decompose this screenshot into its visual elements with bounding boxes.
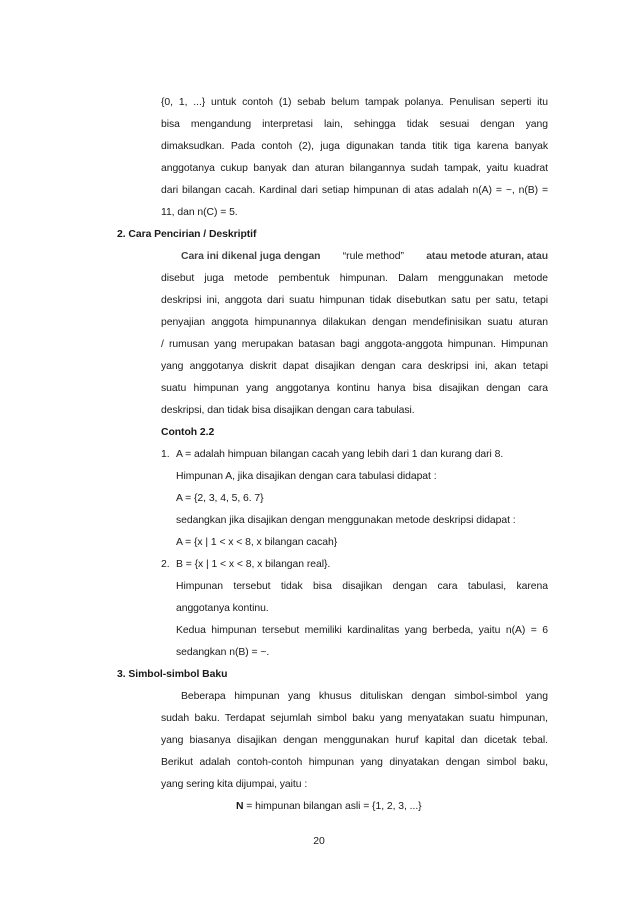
intro-gray-text: Cara ini dikenal juga dengan <box>181 251 321 262</box>
paragraph-line: dimaksudkan. Pada contoh (2), juga digunakan tanda titik tiga karena banyak <box>161 141 548 152</box>
page-number: 20 <box>313 836 325 847</box>
list-item-line: A = adalah himpuan bilangan cacah yang lebih dari 1 dan kurang dari 8. <box>176 449 504 460</box>
paragraph-line: penyajian anggota himpunannya dilakukan dengan mendefinisikan suatu aturan <box>161 317 548 328</box>
paragraph-line: dari bilangan cacah. Kardinal dari setiap himpunan di atas adalah n(A) = ~, n(B) = <box>161 185 548 196</box>
intro-line <box>181 250 548 263</box>
paragraph-line: 11, dan n(C) = 5. <box>161 207 238 218</box>
paragraph-line: yang anggotanya diskrit dapat disajikan dengan cara deskripsi ini, akan tetapi <box>161 361 548 372</box>
paragraph-line: sudah baku. Terdapat sejumlah simbol baku yang menyatakan suatu himpunan, <box>161 713 548 724</box>
list-item-number: 1. <box>161 449 170 460</box>
symbol-n: N <box>236 801 244 812</box>
paragraph-line: deskripsi, dan tidak bisa disajikan dengan cara tabulasi. <box>161 405 415 416</box>
paragraph-line: Beberapa himpunan yang khusus dituliskan dengan simbol-simbol yang <box>181 691 548 702</box>
list-item-line: anggotanya kontinu. <box>176 603 269 614</box>
list-item-line: A = {2, 3, 4, 5, 6. 7} <box>176 493 264 504</box>
paragraph-line: {0, 1, ...} untuk contoh (1) sebab belum tampak polanya. Penulisan seperti itu <box>161 97 548 108</box>
paragraph-line: deskripsi ini, anggota dari suatu himpunan tidak disebutkan satu per satu, tetapi <box>161 295 548 306</box>
list-item-line: A = {x | 1 < x < 8, x bilangan cacah} <box>176 537 338 548</box>
paragraph-line: yang biasanya disajikan dengan menggunakan huruf kapital dan dicetak tebal. <box>161 735 548 746</box>
section-heading: 3. Simbol-simbol Baku <box>117 669 228 680</box>
list-item-line: Himpunan A, jika disajikan dengan cara tabulasi didapat : <box>176 471 437 482</box>
paragraph-line: anggotanya cukup banyak dan aturan bilangannya sudah tampak, yaitu kuadrat <box>161 163 548 174</box>
list-item-line: B = {x | 1 < x < 8, x bilangan real}. <box>176 559 331 570</box>
paragraph-line: suatu himpunan yang anggotanya kontinu hanya bisa disajikan dengan cara <box>161 383 548 394</box>
paragraph-line: Berikut adalah contoh-contoh himpunan yang dinyatakan dengan simbol baku, <box>161 757 548 768</box>
paragraph-line: yang sering kita dijumpai, yaitu : <box>161 779 308 790</box>
list-item-line: Kedua himpunan tersebut memiliki kardinalitas yang berbeda, yaitu n(A) = 6 <box>176 625 548 636</box>
list-item-line: sedangkan n(B) = ~. <box>176 647 270 658</box>
symbol-definition <box>236 800 422 813</box>
paragraph-line: / rumusan yang merupakan batasan bagi anggota-anggota himpunan. Himpunan <box>161 339 548 350</box>
paragraph-line: disebut juga metode pembentuk himpunan. Dalam menggunakan metode <box>161 273 548 284</box>
section-heading: 2. Cara Pencirian / Deskriptif <box>117 229 257 240</box>
intro-gray-tail-text: atau metode aturan, atau <box>426 251 548 262</box>
list-item-line: sedangkan jika disajikan dengan menggunakan metode deskripsi didapat : <box>176 515 516 526</box>
intro-quote-text: “rule method” <box>342 251 404 262</box>
symbol-n-definition: = himpunan bilangan asli = {1, 2, 3, ...} <box>243 801 422 812</box>
example-heading: Contoh 2.2 <box>161 427 215 438</box>
paragraph-line: bisa mengandung interpretasi lain, sehingga tidak sesuai dengan yang <box>161 119 548 130</box>
list-item-number: 2. <box>161 559 170 570</box>
list-item-line: Himpunan tersebut tidak bisa disajikan dengan cara tabulasi, karena <box>176 581 548 592</box>
